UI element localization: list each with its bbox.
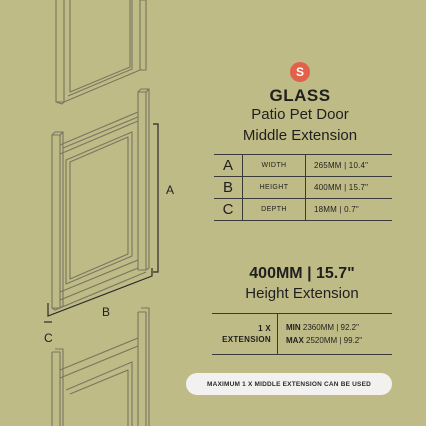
middle-extension-panel xyxy=(52,89,149,310)
extension-quantity-count: 1 X xyxy=(258,324,271,333)
dimension-letter: C xyxy=(214,199,243,220)
extension-subheading: Height Extension xyxy=(245,285,359,302)
dimension-label: WIDTH xyxy=(243,155,306,176)
dimension-label: DEPTH xyxy=(243,199,306,220)
extension-max-row xyxy=(286,334,392,347)
dimension-label-c: C xyxy=(44,331,53,345)
dimension-row-width xyxy=(214,155,392,176)
upper-door-section xyxy=(56,0,146,104)
extension-max-label: MAX xyxy=(286,336,304,345)
dimension-letter: B xyxy=(214,177,243,198)
extension-min-value: 2360MM | 92.2" xyxy=(302,323,359,332)
dimensions-table xyxy=(214,154,392,221)
dimension-line-a xyxy=(153,124,158,272)
dimension-value: 400MM | 15.7" xyxy=(314,183,369,192)
dimension-label: HEIGHT xyxy=(243,177,306,198)
product-subtitle xyxy=(220,104,380,146)
dimension-value: 18MM | 0.7" xyxy=(314,205,359,214)
dimension-label-a: A xyxy=(166,183,175,197)
product-subtitle-line1: Patio Pet Door xyxy=(251,106,349,123)
dimension-row-depth xyxy=(214,198,392,220)
brand-logo-badge: S xyxy=(290,62,310,82)
extension-quantity xyxy=(212,314,278,354)
dimension-row-height xyxy=(214,176,392,198)
dimension-label-b: B xyxy=(102,305,111,319)
extension-quantity-label: EXTENSION xyxy=(222,335,271,344)
extension-heading: 400MM | 15.7" xyxy=(249,265,355,282)
product-title: GLASS xyxy=(269,86,331,105)
extension-range xyxy=(278,314,392,354)
lower-door-section xyxy=(52,308,149,426)
extension-range-table xyxy=(212,313,392,355)
product-subtitle-line2: Middle Extension xyxy=(242,127,358,144)
extension-max-value: 2520MM | 99.2" xyxy=(306,336,363,345)
usage-note-pill: MAXIMUM 1 X MIDDLE EXTENSION CAN BE USED xyxy=(186,373,392,395)
dimension-letter: A xyxy=(214,155,243,176)
dimension-value: 265MM | 10.4" xyxy=(314,161,369,170)
extension-min-label: MIN xyxy=(286,323,301,332)
extension-min-row xyxy=(286,321,392,334)
